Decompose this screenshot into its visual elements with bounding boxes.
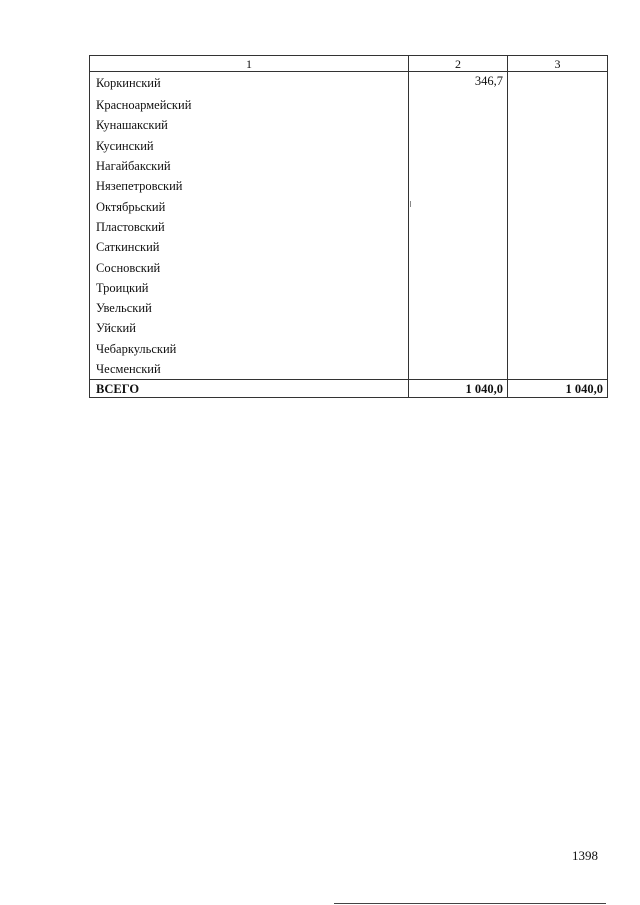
value-col2 <box>409 339 508 359</box>
district-name: Нязепетровский <box>90 176 409 196</box>
column-header-1: 1 <box>90 56 409 72</box>
district-name: Октябрьский <box>90 197 409 217</box>
value-col2 <box>409 156 508 176</box>
value-col2 <box>409 197 508 217</box>
value-col3 <box>508 156 608 176</box>
table-row <box>90 95 608 115</box>
table-row <box>90 72 608 96</box>
value-col3 <box>508 319 608 339</box>
value-col2 <box>409 116 508 136</box>
value-col2 <box>409 319 508 339</box>
table-row <box>90 278 608 298</box>
value-col3 <box>508 197 608 217</box>
district-name: Кунашакский <box>90 116 409 136</box>
district-name: Чесменский <box>90 359 409 380</box>
district-name: Сосновский <box>90 258 409 278</box>
table-row <box>90 156 608 176</box>
column-header-2: 2 <box>409 56 508 72</box>
scan-artifact <box>410 201 411 207</box>
value-col2 <box>409 136 508 156</box>
value-col3 <box>508 339 608 359</box>
district-name: Увельский <box>90 298 409 318</box>
value-col2 <box>409 176 508 196</box>
district-name: Чебаркульский <box>90 339 409 359</box>
value-col3 <box>508 116 608 136</box>
district-name: Саткинский <box>90 237 409 257</box>
page-number: 1398 <box>572 848 598 863</box>
allocation-table <box>89 55 608 398</box>
bottom-rule <box>334 903 606 904</box>
value-col3 <box>508 95 608 115</box>
table-row <box>90 136 608 156</box>
district-name: Кусинский <box>90 136 409 156</box>
table-row <box>90 339 608 359</box>
value-col3 <box>508 359 608 380</box>
value-col2 <box>409 278 508 298</box>
total-label: ВСЕГО <box>90 380 409 398</box>
value-col3 <box>508 217 608 237</box>
district-name: Красноармейский <box>90 95 409 115</box>
value-col3 <box>508 258 608 278</box>
value-col2: 346,7 <box>409 72 508 96</box>
table-row <box>90 217 608 237</box>
table-row <box>90 258 608 278</box>
district-name: Уйский <box>90 319 409 339</box>
total-col3: 1 040,0 <box>508 380 608 398</box>
district-name: Троицкий <box>90 278 409 298</box>
table-row <box>90 116 608 136</box>
table-row <box>90 176 608 196</box>
column-header-3: 3 <box>508 56 608 72</box>
value-col2 <box>409 237 508 257</box>
table-row <box>90 237 608 257</box>
table-row <box>90 298 608 318</box>
district-name: Коркинский <box>90 72 409 96</box>
value-col3 <box>508 176 608 196</box>
district-name: Нагайбакский <box>90 156 409 176</box>
total-col2: 1 040,0 <box>409 380 508 398</box>
value-col2 <box>409 217 508 237</box>
table-row <box>90 319 608 339</box>
value-col3 <box>508 237 608 257</box>
value-col2 <box>409 359 508 380</box>
total-row <box>90 380 608 398</box>
value-col3 <box>508 72 608 96</box>
value-col2 <box>409 298 508 318</box>
table-row <box>90 359 608 380</box>
value-col3 <box>508 136 608 156</box>
table-row <box>90 197 608 217</box>
value-col3 <box>508 298 608 318</box>
value-col3 <box>508 278 608 298</box>
table-header-row <box>90 56 608 72</box>
value-col2 <box>409 258 508 278</box>
value-col2 <box>409 95 508 115</box>
district-name: Пластовский <box>90 217 409 237</box>
